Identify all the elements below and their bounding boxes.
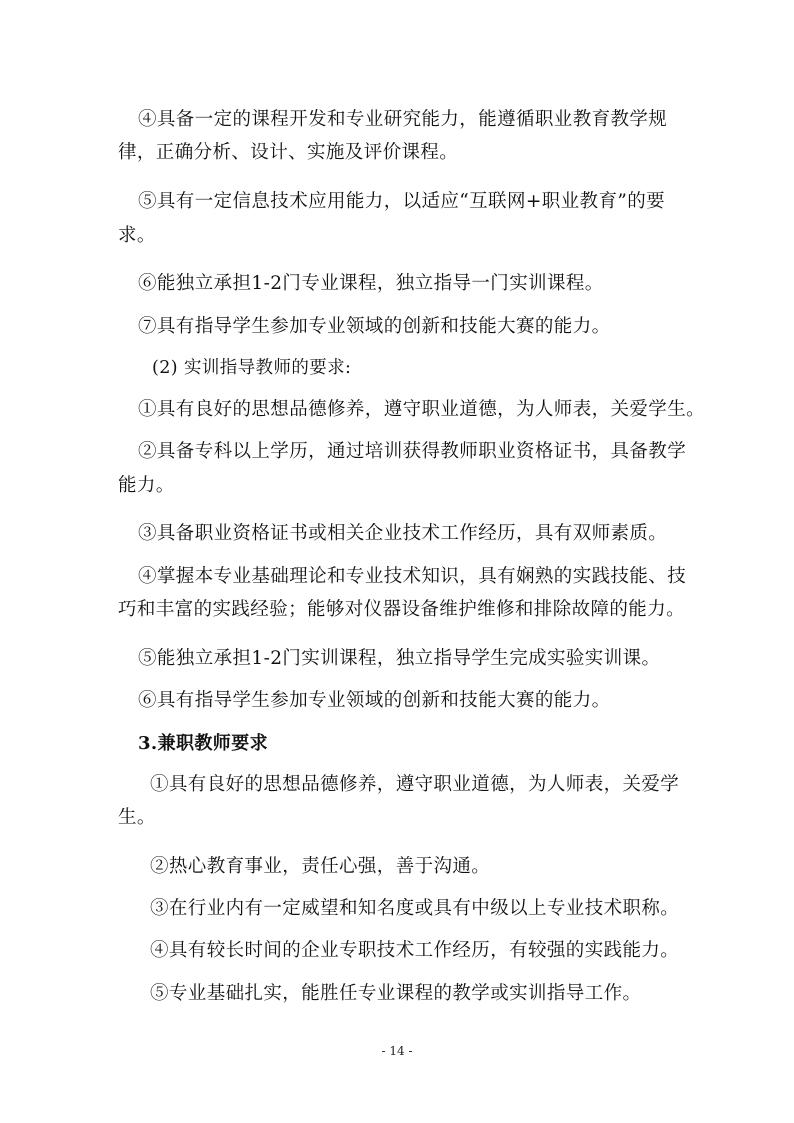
paragraph-line: ③在行业内有一定威望和知名度或具有中级以上专业技术职称。 bbox=[150, 898, 680, 919]
paragraph-line: ①具有良好的思想品德修养，遵守职业道德，为人师表，关爱学生。 bbox=[138, 399, 706, 420]
paragraph-line: ④具备一定的课程开发和专业研究能力，能遵循职业教育教学规 bbox=[138, 109, 668, 130]
paragraph-line: ④掌握本专业基础理论和专业技术知识，具有娴熟的实践技能、技 bbox=[138, 566, 687, 587]
paragraph-line: ⑤能独立承担1-2门实训课程，独立指导学生完成实验实训课。 bbox=[138, 648, 661, 669]
paragraph-line: ④具有较长时间的企业专职技术工作经历，有较强的实践能力。 bbox=[150, 940, 680, 961]
paragraph-line: 能力。 bbox=[118, 475, 175, 496]
paragraph-line: ②具备专科以上学历，通过培训获得教师职业资格证书，具备教学 bbox=[138, 441, 687, 462]
paragraph-line: ③具备职业资格证书或相关企业技术工作经历，具有双师素质。 bbox=[138, 523, 668, 544]
section-subheading: (2) 实训指导教师的要求: bbox=[152, 358, 352, 378]
paragraph-line: 生。 bbox=[118, 807, 156, 828]
paragraph-line: ①具有良好的思想品德修养，遵守职业道德，为人师表，关爱学 bbox=[150, 774, 680, 795]
paragraph-line: ⑤具有一定信息技术应用能力，以适应“互联网+职业教育”的要 bbox=[138, 191, 666, 212]
paragraph-line: 律，正确分析、设计、实施及评价课程。 bbox=[118, 142, 459, 163]
paragraph-line: 求。 bbox=[118, 225, 156, 246]
paragraph-line: 巧和丰富的实践经验；能够对仪器设备维护维修和排除故障的能力。 bbox=[118, 599, 686, 620]
section-heading: 3.兼职教师要求 bbox=[138, 733, 268, 754]
paragraph-line: ⑥能独立承担1-2门专业课程，独立指导一门实训课程。 bbox=[138, 273, 604, 294]
page-number: - 14 - bbox=[381, 1044, 413, 1058]
paragraph-line: ⑤专业基础扎实，能胜任专业课程的教学或实训指导工作。 bbox=[150, 983, 642, 1004]
paragraph-line: ⑦具有指导学生参加专业领域的创新和技能大赛的能力。 bbox=[138, 316, 611, 337]
paragraph-line: ②热心教育事业，责任心强，善于沟通。 bbox=[150, 856, 491, 877]
paragraph-line: ⑥具有指导学生参加专业领域的创新和技能大赛的能力。 bbox=[138, 690, 611, 711]
